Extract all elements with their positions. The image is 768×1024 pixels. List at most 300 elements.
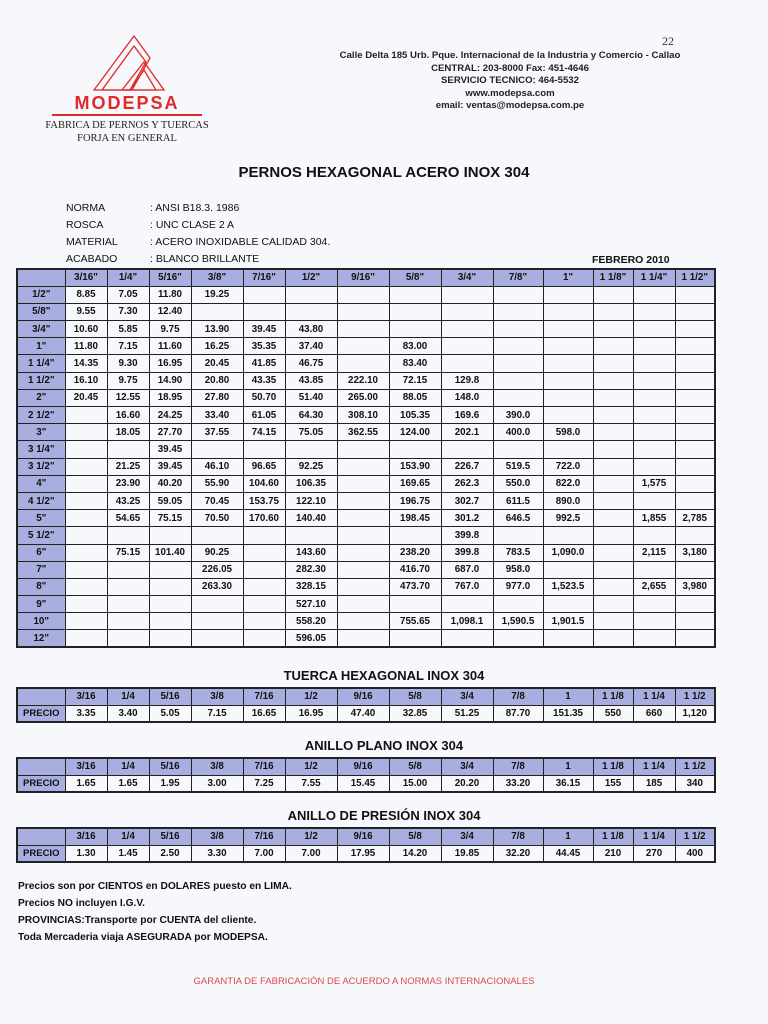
price-cell [675, 596, 715, 613]
price-cell [243, 441, 285, 458]
diameter-header: 7/16 [243, 758, 285, 775]
spec-value: : ACERO INOXIDABLE CALIDAD 304. [150, 236, 331, 248]
price-cell: 75.15 [149, 510, 191, 527]
table-row [17, 441, 715, 458]
price-cell: 1.95 [149, 775, 191, 792]
diameter-header: 1/4 [107, 828, 149, 845]
diameter-header: 1 1/8 [593, 688, 633, 705]
price-cell: 400.0 [493, 424, 543, 441]
note-line: Toda Mercaderia viaja ASEGURADA por MODEPSA. [18, 932, 268, 943]
price-cell: 59.05 [149, 492, 191, 509]
price-cell: 755.65 [389, 613, 441, 630]
table-corner-cell [17, 688, 65, 705]
price-cell: 43.80 [285, 321, 337, 338]
section-title: ANILLO PLANO INOX 304 [304, 738, 464, 753]
price-cell: 7.00 [243, 845, 285, 862]
diameter-header: 3/4 [441, 758, 493, 775]
price-cell: 7.05 [107, 286, 149, 303]
price-cell [493, 630, 543, 647]
price-cell [65, 424, 107, 441]
price-cell [633, 613, 675, 630]
diameter-header: 1/2 [285, 688, 337, 705]
logo-divider [52, 114, 202, 116]
price-cell: 301.2 [441, 510, 493, 527]
price-cell: 9.75 [149, 321, 191, 338]
table-row [17, 578, 715, 595]
price-cell: 83.40 [389, 355, 441, 372]
price-cell: 7.15 [191, 705, 243, 722]
table-row [17, 596, 715, 613]
price-cell [675, 475, 715, 492]
price-cell [493, 389, 543, 406]
price-cell [593, 303, 633, 320]
price-cell: 140.40 [285, 510, 337, 527]
price-cell [337, 561, 389, 578]
diameter-header: 1 [543, 688, 593, 705]
price-cell [633, 630, 675, 647]
diameter-header: 3/4" [441, 269, 493, 286]
price-cell: 1.45 [107, 845, 149, 862]
price-cell [65, 596, 107, 613]
diameter-header: 1 [543, 828, 593, 845]
price-cell [285, 286, 337, 303]
diameter-header: 1" [543, 269, 593, 286]
price-cell [493, 321, 543, 338]
price-cell: 20.45 [191, 355, 243, 372]
price-cell: 19.25 [191, 286, 243, 303]
spec-key: MATERIAL [66, 236, 118, 248]
diameter-header: 3/8" [191, 269, 243, 286]
price-cell: 1.65 [65, 775, 107, 792]
price-cell: 5.05 [149, 705, 191, 722]
price-cell: 24.25 [149, 407, 191, 424]
diameter-header: 5/8" [389, 269, 441, 286]
price-cell: 222.10 [337, 372, 389, 389]
price-cell: 308.10 [337, 407, 389, 424]
price-cell: 1.65 [107, 775, 149, 792]
spec-row [66, 200, 330, 217]
price-cell [543, 527, 593, 544]
price-cell [243, 630, 285, 647]
price-cell: 7.30 [107, 303, 149, 320]
price-cell [149, 578, 191, 595]
price-cell [633, 338, 675, 355]
price-cell: 14.90 [149, 372, 191, 389]
price-cell: 44.45 [543, 845, 593, 862]
price-cell [337, 355, 389, 372]
price-cell: 185 [633, 775, 675, 792]
diameter-header: 3/8 [191, 688, 243, 705]
price-cell: 2,115 [633, 544, 675, 561]
company-name: MODEPSA [74, 93, 180, 113]
price-cell [633, 424, 675, 441]
price-cell: 23.90 [107, 475, 149, 492]
price-cell [285, 303, 337, 320]
diameter-header: 7/8" [493, 269, 543, 286]
price-cell [675, 303, 715, 320]
price-cell [593, 475, 633, 492]
price-cell: 75.15 [107, 544, 149, 561]
price-cell [543, 286, 593, 303]
price-cell: 50.70 [243, 389, 285, 406]
price-cell: 399.8 [441, 544, 493, 561]
price-cell [633, 561, 675, 578]
table-row [17, 510, 715, 527]
price-cell [633, 407, 675, 424]
price-cell: 90.25 [191, 544, 243, 561]
price-cell [337, 544, 389, 561]
price-cell: 3.30 [191, 845, 243, 862]
price-cell: 43.35 [243, 372, 285, 389]
price-cell [191, 527, 243, 544]
price-cell: 169.6 [441, 407, 493, 424]
spec-value: : UNC CLASE 2 A [150, 219, 235, 231]
price-cell [191, 613, 243, 630]
length-header: 8" [17, 578, 65, 595]
price-cell: 16.10 [65, 372, 107, 389]
diameter-header: 5/8 [389, 828, 441, 845]
table-row [17, 407, 715, 424]
price-cell: 400 [675, 845, 715, 862]
notes [18, 878, 292, 946]
price-cell: 75.05 [285, 424, 337, 441]
price-cell: 39.45 [149, 441, 191, 458]
price-cell: 519.5 [493, 458, 543, 475]
price-cell [65, 544, 107, 561]
price-cell: 2.50 [149, 845, 191, 862]
price-cell [593, 578, 633, 595]
price-cell: 977.0 [493, 578, 543, 595]
specs-list [66, 200, 330, 268]
price-cell: 43.25 [107, 492, 149, 509]
price-cell [243, 527, 285, 544]
price-cell: 19.85 [441, 845, 493, 862]
price-cell: 822.0 [543, 475, 593, 492]
price-cell: 16.95 [149, 355, 191, 372]
spec-value: : BLANCO BRILLANTE [150, 253, 260, 265]
diameter-header: 7/8 [493, 758, 543, 775]
price-cell: 169.65 [389, 475, 441, 492]
price-cell: 2,655 [633, 578, 675, 595]
price-cell [593, 510, 633, 527]
price-cell [285, 441, 337, 458]
price-cell: 958.0 [493, 561, 543, 578]
price-cell: 101.40 [149, 544, 191, 561]
price-cell [593, 372, 633, 389]
price-cell [493, 527, 543, 544]
table-corner-cell [17, 828, 65, 845]
contact-info [300, 50, 720, 113]
price-cell: 43.85 [285, 372, 337, 389]
diameter-header: 3/4 [441, 688, 493, 705]
price-cell: 527.10 [285, 596, 337, 613]
price-cell: 35.35 [243, 338, 285, 355]
diameter-header: 1 1/4 [633, 828, 675, 845]
price-cell: 36.15 [543, 775, 593, 792]
price-cell [593, 527, 633, 544]
price-cell [633, 286, 675, 303]
price-cell: 390.0 [493, 407, 543, 424]
price-cell [633, 321, 675, 338]
table-row [17, 705, 715, 722]
price-cell: 1,523.5 [543, 578, 593, 595]
price-cell: 270 [633, 845, 675, 862]
price-cell: 558.20 [285, 613, 337, 630]
price-cell: 722.0 [543, 458, 593, 475]
price-cell: 92.25 [285, 458, 337, 475]
table-header-row [17, 758, 715, 775]
price-cell: 20.80 [191, 372, 243, 389]
price-cell [675, 321, 715, 338]
price-cell: 11.80 [65, 338, 107, 355]
price-cell: 9.75 [107, 372, 149, 389]
table-row [17, 321, 715, 338]
price-cell: 767.0 [441, 578, 493, 595]
price-cell: 148.0 [441, 389, 493, 406]
page-number: 22 [662, 34, 674, 48]
price-cell [337, 458, 389, 475]
price-cell: 70.45 [191, 492, 243, 509]
length-header: 6" [17, 544, 65, 561]
price-cell: 64.30 [285, 407, 337, 424]
logo-triangles-icon [72, 34, 182, 92]
price-cell [675, 424, 715, 441]
price-cell [633, 355, 675, 372]
price-cell [337, 613, 389, 630]
price-cell: 51.40 [285, 389, 337, 406]
price-cell: 12.55 [107, 389, 149, 406]
price-cell: 61.05 [243, 407, 285, 424]
diameter-header: 1/2 [285, 828, 337, 845]
price-cell: 129.8 [441, 372, 493, 389]
note-line: Precios NO incluyen I.G.V. [18, 898, 146, 909]
price-cell: 39.45 [243, 321, 285, 338]
price-cell: 27.70 [149, 424, 191, 441]
price-cell [243, 613, 285, 630]
price-cell: 87.70 [493, 705, 543, 722]
price-cell: 1.30 [65, 845, 107, 862]
price-cell: 362.55 [337, 424, 389, 441]
price-cell: 8.85 [65, 286, 107, 303]
price-cell [191, 303, 243, 320]
diameter-header: 3/16 [65, 828, 107, 845]
price-cell [149, 596, 191, 613]
spec-key: ROSCA [66, 219, 104, 231]
price-cell: 3,180 [675, 544, 715, 561]
length-header: 3 1/2" [17, 458, 65, 475]
price-cell: 27.80 [191, 389, 243, 406]
diameter-header: 5/16 [149, 758, 191, 775]
diameter-header: 1 1/4" [633, 269, 675, 286]
price-row-label: PRECIO [17, 705, 65, 722]
price-cell [337, 303, 389, 320]
price-cell [493, 372, 543, 389]
price-cell: 20.20 [441, 775, 493, 792]
diameter-header: 9/16" [337, 269, 389, 286]
price-cell [441, 355, 493, 372]
price-cell [633, 458, 675, 475]
price-cell [441, 321, 493, 338]
price-cell: 1,590.5 [493, 613, 543, 630]
diameter-header: 1 1/2 [675, 688, 715, 705]
table-corner-cell [17, 269, 65, 286]
diameter-header: 1/2 [285, 758, 337, 775]
price-cell: 7.00 [285, 845, 337, 862]
spec-value: : ANSI B18.3. 1986 [150, 202, 240, 214]
price-cell [107, 441, 149, 458]
price-cell [389, 441, 441, 458]
price-cell [65, 561, 107, 578]
price-cell: 96.65 [243, 458, 285, 475]
price-cell [243, 578, 285, 595]
table-row [17, 561, 715, 578]
price-cell: 70.50 [191, 510, 243, 527]
price-cell [493, 441, 543, 458]
price-cell: 9.30 [107, 355, 149, 372]
price-cell [543, 561, 593, 578]
price-cell: 143.60 [285, 544, 337, 561]
diameter-header: 3/16 [65, 688, 107, 705]
table-row [17, 775, 715, 792]
price-cell: 2,785 [675, 510, 715, 527]
price-cell [243, 303, 285, 320]
price-cell: 122.10 [285, 492, 337, 509]
price-cell [65, 630, 107, 647]
diameter-header: 1/4 [107, 688, 149, 705]
price-cell [593, 389, 633, 406]
price-cell [593, 492, 633, 509]
price-cell [65, 458, 107, 475]
price-cell [675, 458, 715, 475]
price-cell: 14.35 [65, 355, 107, 372]
price-row-label: PRECIO [17, 845, 65, 862]
price-cell [337, 338, 389, 355]
diameter-header: 5/16 [149, 688, 191, 705]
price-cell [441, 596, 493, 613]
price-cell: 3,980 [675, 578, 715, 595]
price-cell [389, 596, 441, 613]
price-cell [337, 510, 389, 527]
length-header: 3" [17, 424, 65, 441]
price-cell: 1,120 [675, 705, 715, 722]
diameter-header: 5/8 [389, 688, 441, 705]
table-row [17, 458, 715, 475]
price-cell [543, 338, 593, 355]
table-row [17, 424, 715, 441]
price-cell [441, 630, 493, 647]
diameter-header: 1/4" [107, 269, 149, 286]
price-cell: 687.0 [441, 561, 493, 578]
price-cell: 1,098.1 [441, 613, 493, 630]
price-cell: 210 [593, 845, 633, 862]
table-row [17, 845, 715, 862]
price-cell: 13.90 [191, 321, 243, 338]
price-cell: 55.90 [191, 475, 243, 492]
company-subtitle [22, 119, 232, 145]
length-header: 4" [17, 475, 65, 492]
price-cell: 198.45 [389, 510, 441, 527]
price-cell [65, 510, 107, 527]
price-cell: 783.5 [493, 544, 543, 561]
price-cell [243, 286, 285, 303]
company-logo [22, 34, 232, 145]
diameter-header: 1 1/4 [633, 688, 675, 705]
length-header: 3/4" [17, 321, 65, 338]
section-title: ANILLO DE PRESIÓN INOX 304 [287, 808, 481, 823]
price-cell: 37.55 [191, 424, 243, 441]
diameter-header: 1 1/8" [593, 269, 633, 286]
diameter-header: 1 1/2 [675, 758, 715, 775]
price-cell: 1,855 [633, 510, 675, 527]
price-cell [107, 561, 149, 578]
price-cell: 416.70 [389, 561, 441, 578]
table-row [17, 338, 715, 355]
table-row [17, 389, 715, 406]
spec-key: ACABADO [66, 253, 118, 265]
diameter-header: 1/4 [107, 758, 149, 775]
price-cell: 550.0 [493, 475, 543, 492]
price-cell [65, 492, 107, 509]
price-cell: 16.95 [285, 705, 337, 722]
price-cell: 74.15 [243, 424, 285, 441]
price-cell: 3.00 [191, 775, 243, 792]
price-cell: 992.5 [543, 510, 593, 527]
diameter-header: 5/16 [149, 828, 191, 845]
price-cell: 20.45 [65, 389, 107, 406]
price-cell: 282.30 [285, 561, 337, 578]
table-row [17, 475, 715, 492]
price-cell [243, 561, 285, 578]
price-cell [543, 441, 593, 458]
company-subtitle-line1: FABRICA DE PERNOS Y TUERCAS [45, 120, 209, 131]
company-subtitle-line2: FORJA EN GENERAL [77, 133, 177, 144]
price-cell [65, 613, 107, 630]
diameter-header: 3/16 [65, 758, 107, 775]
price-cell [593, 544, 633, 561]
price-cell [675, 286, 715, 303]
price-cell [441, 338, 493, 355]
price-cell: 11.60 [149, 338, 191, 355]
diameter-header: 3/8 [191, 828, 243, 845]
price-cell [593, 630, 633, 647]
price-cell [593, 355, 633, 372]
price-cell [243, 596, 285, 613]
price-cell [593, 286, 633, 303]
price-cell [389, 630, 441, 647]
diameter-header: 1 1/8 [593, 758, 633, 775]
price-cell: 12.40 [149, 303, 191, 320]
price-cell: 340 [675, 775, 715, 792]
price-cell: 7.25 [243, 775, 285, 792]
price-cell [191, 441, 243, 458]
price-cell: 660 [633, 705, 675, 722]
section-title: TUERCA HEXAGONAL INOX 304 [283, 668, 485, 683]
table-corner-cell [17, 758, 65, 775]
price-cell [593, 424, 633, 441]
price-cell [543, 355, 593, 372]
length-header: 7" [17, 561, 65, 578]
price-cell [337, 596, 389, 613]
price-cell [633, 492, 675, 509]
price-cell: 226.05 [191, 561, 243, 578]
length-header: 1 1/4" [17, 355, 65, 372]
price-cell: 3.40 [107, 705, 149, 722]
price-cell [337, 492, 389, 509]
price-cell: 196.75 [389, 492, 441, 509]
diameter-header: 7/16" [243, 269, 285, 286]
price-cell: 41.85 [243, 355, 285, 372]
price-cell: 40.20 [149, 475, 191, 492]
